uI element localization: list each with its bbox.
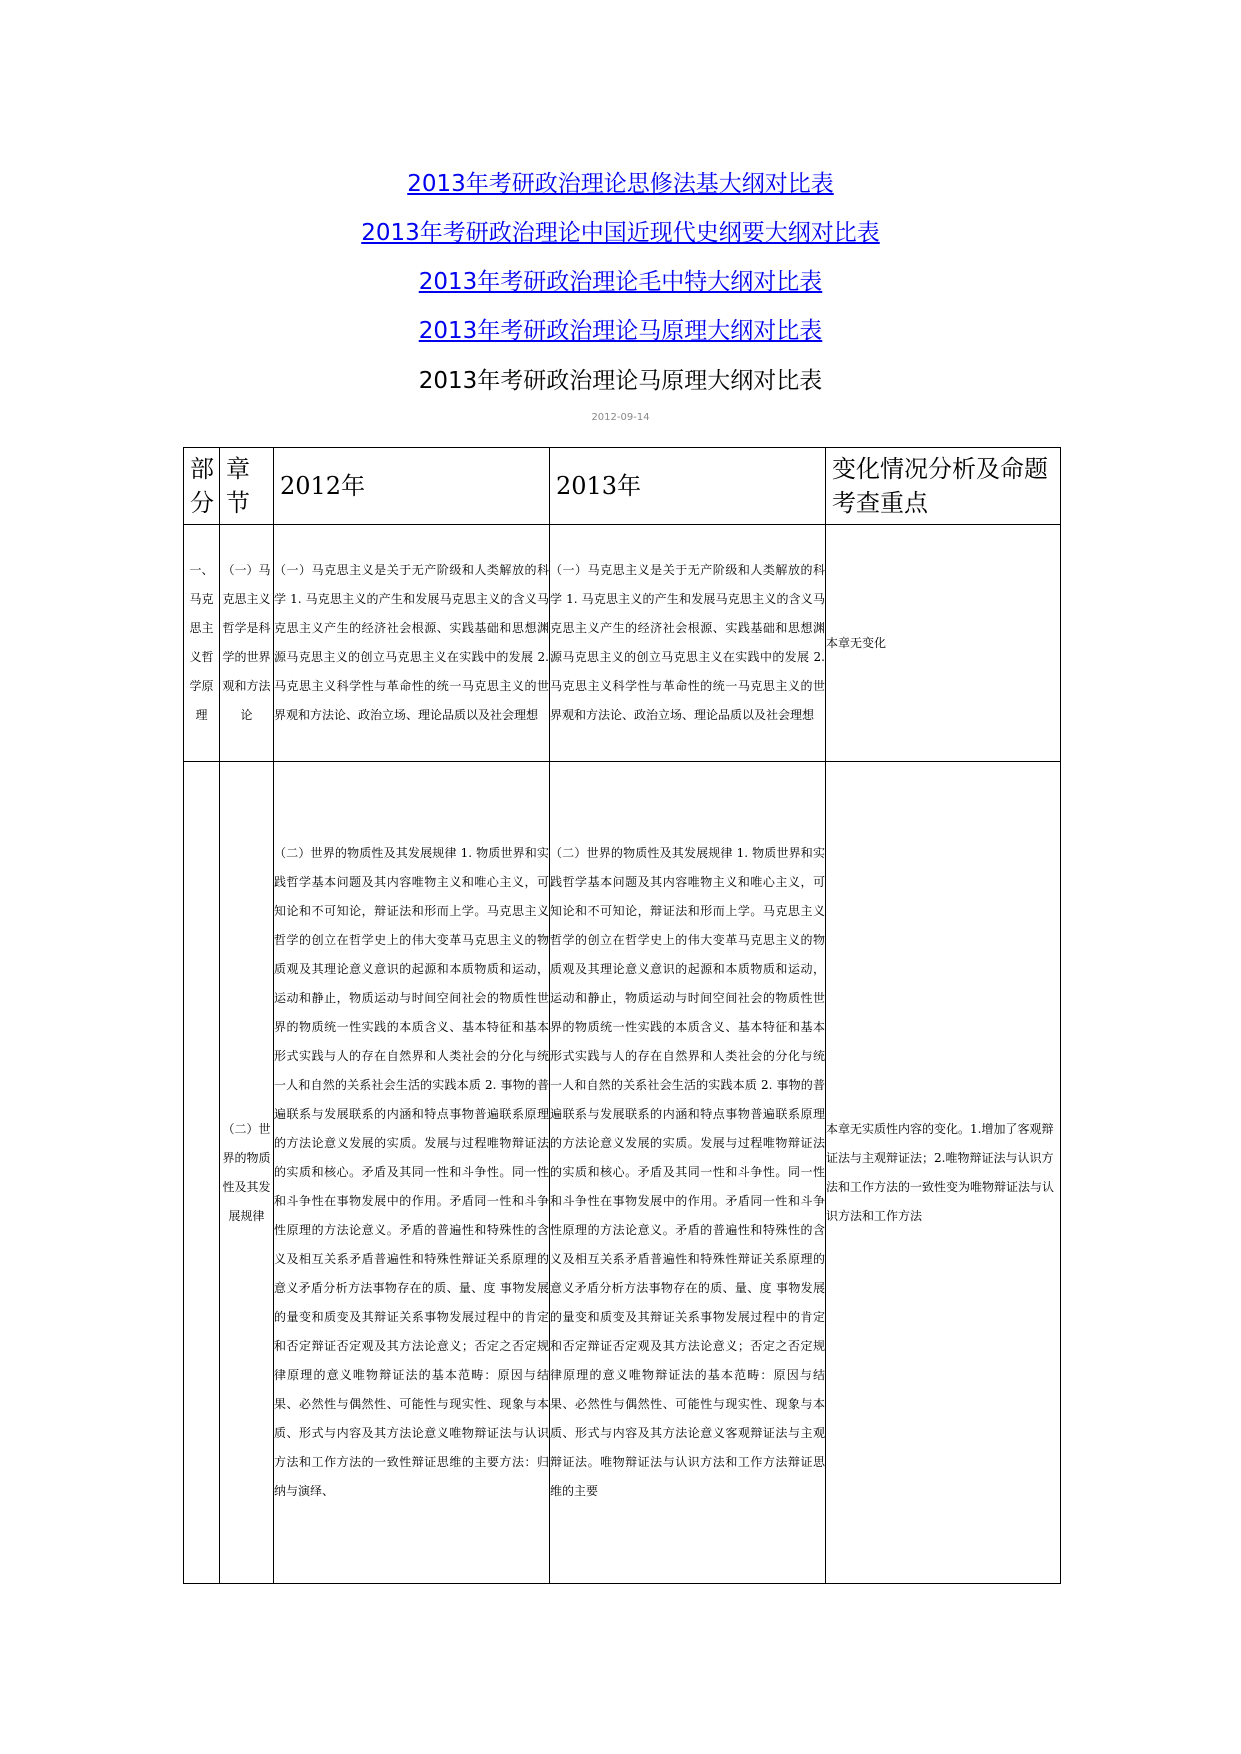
cell-2012: （二）世界的物质性及其发展规律 1. 物质世界和实践哲学基本问题及其内容唯物主义和唯心主义，可知论和不可知论，辩证法和形而上学。马克思主义哲学的创立在哲学史上的伟大变革马克思主义的物质观及其理论意义意识的起源和本质物质和运动，运动和静止，物质运动与时间空间社会的物质性世界的物质统一性实践的本质含义、基本特征和基本形式实践与人的存在自然界和人类社会的分化与统一人和自然的关系社会生活的实践本质 2. 事物的普遍联系与发展联系的内涵和特点事物普遍联系原理的方法论意义发展的实质。发展与过程唯物辩证法的实质和核心。矛盾及其同一性和斗争性。同一性和斗争性在事物发展中的作用。矛盾同一性和斗争性原理的方法论意义。矛盾的普遍性和特殊性的含义及相互关系矛盾普遍性和特殊性辩证关系原理的意义矛盾分析方法事物存在的质、量、度 事物发展的量变和质变及其辩证关系事物发展过程中的肯定和否定辩证否定观及其方法论意义；否定之否定规律原理的意义唯物辩证法的基本范畴：原因与结果、必然性与偶然性、可能性与现实性、现象与本质、形式与内容及其方法论意义唯物辩证法与认识方法和工作方法的一致性辩证思维的主要方法：归纳与演绎、 <box>274 762 550 1584</box>
header-2012: 2012年 <box>274 448 550 525</box>
link-sixiu-fajian[interactable]: 2013年考研政治理论思修法基大纲对比表 <box>407 171 834 197</box>
link-maozhongte[interactable]: 2013年考研政治理论毛中特大纲对比表 <box>418 269 823 295</box>
header-analysis: 变化情况分析及命题考查重点 <box>826 448 1061 525</box>
header-chapter: 章节 <box>220 448 274 525</box>
header-2013: 2013年 <box>550 448 826 525</box>
publish-date: 2012-09-14 <box>591 412 650 423</box>
cell-analysis: 本章无变化 <box>826 525 1061 762</box>
cell-analysis: 本章无实质性内容的变化。1.增加了客观辩证法与主观辩证法；2.唯物辩证法与认识方法和工作方法的一致性变为唯物辩证法与认识方法和工作方法 <box>826 762 1061 1584</box>
cell-chapter: （一）马克思主义哲学是科学的世界观和方法论 <box>220 525 274 762</box>
page-title: 2013年考研政治理论马原理大纲对比表 <box>418 368 823 394</box>
header-part: 部分 <box>184 448 220 525</box>
link-jindaishi[interactable]: 2013年考研政治理论中国近现代史纲要大纲对比表 <box>361 220 880 246</box>
cell-2012: （一）马克思主义是关于无产阶级和人类解放的科学 1. 马克思主义的产生和发展马克思主义的含义马克思主义产生的经济社会根源、实践基础和思想渊源马克思主义的创立马克思主义在实践中的发展 2. 马克思主义科学性与革命性的统一马克思主义的世界观和方法论、政治立场、理论品质以及社会理想 <box>274 525 550 762</box>
table-row <box>184 762 1061 1584</box>
cell-part: 一、马克思主义哲学原理 <box>184 525 220 762</box>
cell-part <box>184 762 220 1584</box>
cell-2013: （一）马克思主义是关于无产阶级和人类解放的科学 1. 马克思主义的产生和发展马克思主义的含义马克思主义产生的经济社会根源、实践基础和思想渊源马克思主义的创立马克思主义在实践中的发展 2. 马克思主义科学性与革命性的统一马克思主义的世界观和方法论、政治立场、理论品质以及社会理想 <box>550 525 826 762</box>
related-links <box>0 165 1241 361</box>
table-row <box>184 525 1061 762</box>
cell-2013: （二）世界的物质性及其发展规律 1. 物质世界和实践哲学基本问题及其内容唯物主义和唯心主义，可知论和不可知论，辩证法和形而上学。马克思主义哲学的创立在哲学史上的伟大变革马克思主义的物质观及其理论意义意识的起源和本质物质和运动，运动和静止，物质运动与时间空间社会的物质性世界的物质统一性实践的本质含义、基本特征和基本形式实践与人的存在自然界和人类社会的分化与统一人和自然的关系社会生活的实践本质 2. 事物的普遍联系与发展联系的内涵和特点事物普遍联系原理的方法论意义发展的实质。发展与过程唯物辩证法的实质和核心。矛盾及其同一性和斗争性。同一性和斗争性在事物发展中的作用。矛盾同一性和斗争性原理的方法论意义。矛盾的普遍性和特殊性的含义及相互关系矛盾普遍性和特殊性辩证关系原理的意义矛盾分析方法事物存在的质、量、度 事物发展的量变和质变及其辩证关系事物发展过程中的肯定和否定辩证否定观及其方法论意义；否定之否定规律原理的意义唯物辩证法的基本范畴：原因与结果、必然性与偶然性、可能性与现实性、现象与本质、形式与内容及其方法论意义客观辩证法与主观辩证法。唯物辩证法与认识方法和工作方法辩证思维的主要 <box>550 762 826 1584</box>
cell-chapter: （二）世界的物质性及其发展规律 <box>220 762 274 1584</box>
link-mayuanli[interactable]: 2013年考研政治理论马原理大纲对比表 <box>418 318 823 344</box>
comparison-table <box>183 447 1061 1584</box>
table-header-row <box>184 448 1061 525</box>
